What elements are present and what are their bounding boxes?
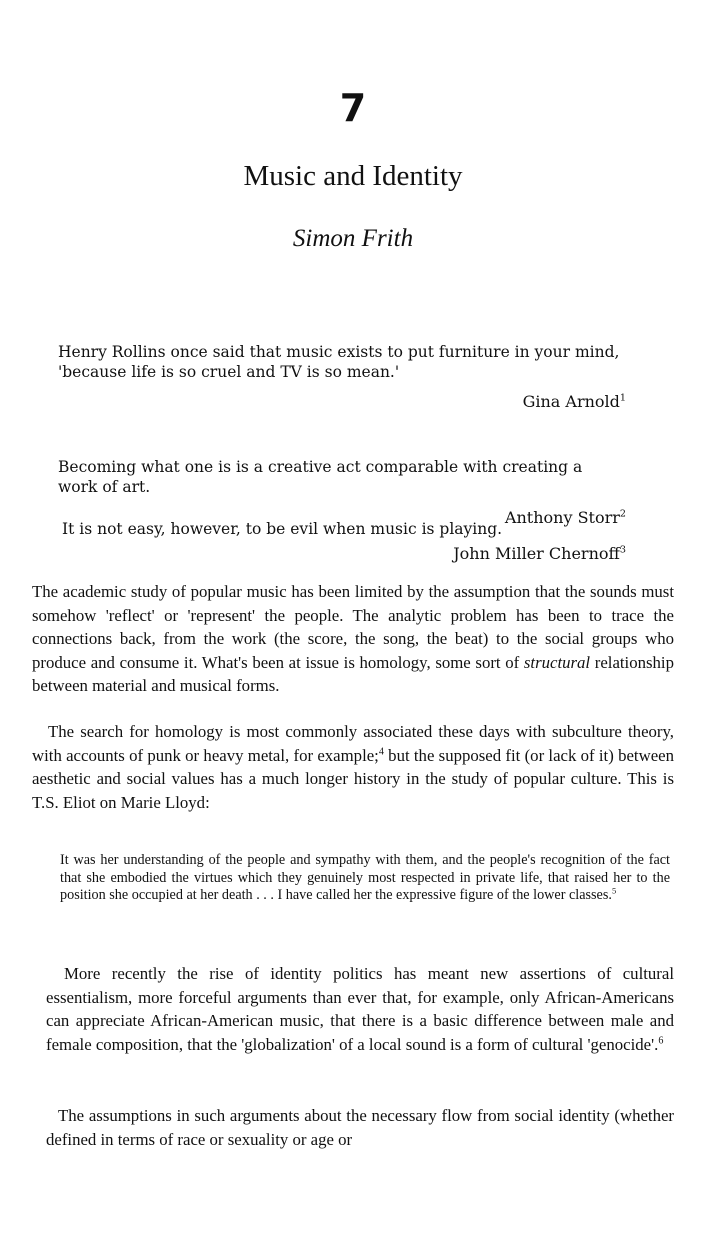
text-run: relationship between material and musical forms.	[32, 652, 674, 696]
chapter-number: 7	[339, 86, 367, 130]
attribution-name: Gina Arnold	[522, 392, 620, 411]
text-run: The search for homology is most commonly associated these days with subculture theory, with accounts of punk or heavy metal, for example;	[32, 722, 674, 765]
attribution-name: John Miller Chernoff	[453, 544, 620, 563]
epigraph-quote: Becoming what one is is a creative act comparable with creating a work of art.	[58, 458, 583, 496]
epigraph-1	[58, 342, 626, 412]
footnote-ref: 2	[619, 508, 626, 520]
epigraph-3	[62, 519, 626, 564]
chapter-title: Music and Identity	[243, 160, 463, 192]
paragraph-2	[32, 720, 674, 814]
epigraph-attribution	[58, 392, 626, 412]
paragraph-3	[46, 962, 674, 1056]
epigraph-quote: It is not easy, however, to be evil when music is playing.	[62, 520, 503, 538]
paragraph-4: The assumptions in such arguments about the necessary flow from social identity (whether defined in terms of race or sexuality or age or	[46, 1106, 674, 1149]
chapter-author: Simon Frith	[292, 225, 414, 252]
text-run: More recently the rise of identity politics has meant new assertions of cultural essentialism, more forceful arguments than ever that, for example, only African-Americans can appreciate African-American music, that there is a basic difference between male and female composition, that the 'globalization' of a local sound is a form of cultural 'genocide'.	[46, 964, 674, 1054]
block-quote	[60, 852, 670, 905]
text-run: but the supposed fit (or lack of it) between aesthetic and social values has a much longer history in the study of popular culture. This is T.S. Eliot on Marie Lloyd:	[32, 745, 674, 812]
footnote-ref: 3	[619, 544, 626, 556]
footnote-ref: 6	[658, 1035, 664, 1047]
epigraph-attribution	[62, 544, 626, 564]
footnote-ref: 1	[619, 392, 626, 404]
footnote-ref: 5	[611, 885, 617, 896]
emphasis: structural	[523, 652, 591, 672]
text-run: The academic study of popular music has been limited by the assumption that the sounds must somehow 'reflect' or 'represent' the people. The analytic problem has been to trace the connections back, from the work (the score, the song, the beat) to the social groups who produce and consume it. What's been at issue is homology, some sort of	[32, 582, 674, 672]
epigraph-quote: Henry Rollins once said that music exists to put furniture in your mind, 'because life is so cruel and TV is so mean.'	[58, 343, 620, 381]
attribution-name: Anthony Storr	[504, 508, 620, 527]
text-run: It was her understanding of the people and sympathy with them, and the people's recognition of the fact that she embodied the virtues which they genuinely most respected in private life, that raised her to the position she occupied at her death . . . I have called her the expressive figure of the lower classes.	[60, 852, 670, 903]
footnote-ref: 4	[378, 746, 384, 757]
epigraph-2	[58, 457, 626, 528]
paragraph-1	[32, 580, 674, 698]
